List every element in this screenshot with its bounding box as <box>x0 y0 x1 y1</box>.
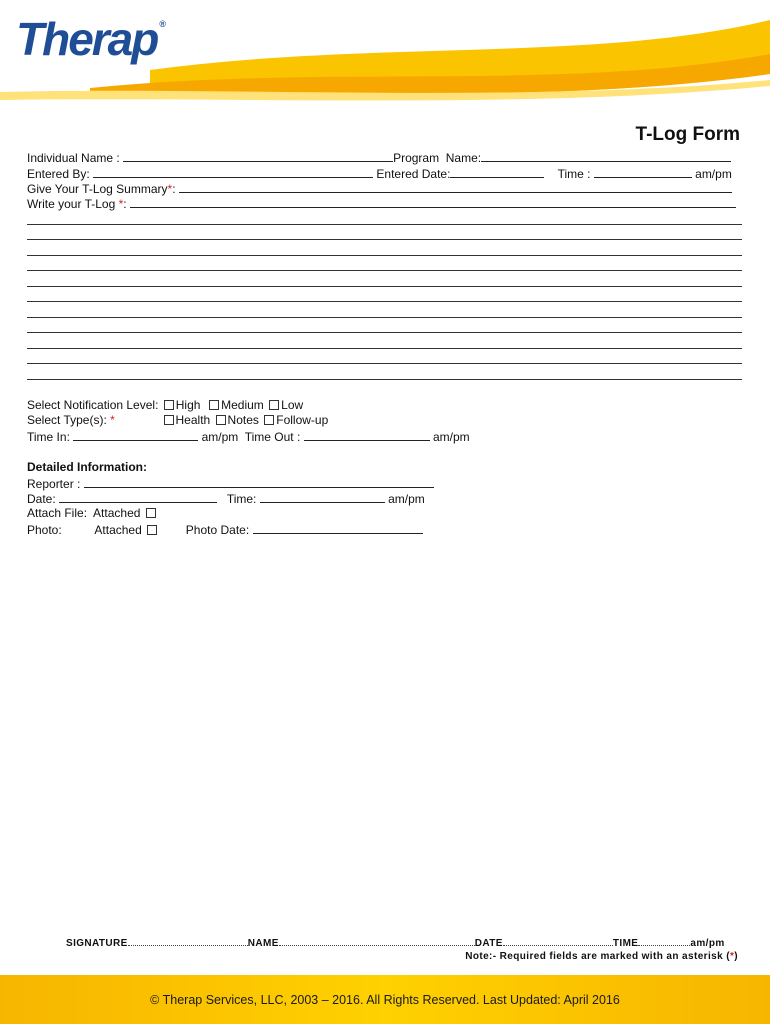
ampm-label: am/pm <box>388 492 425 506</box>
ampm-label: am/pm <box>201 430 239 444</box>
photo-label: Photo: <box>27 523 62 537</box>
time-sig-field[interactable] <box>638 937 690 946</box>
program-name-label: Program Name: <box>393 151 482 165</box>
tlog-writing-line[interactable] <box>27 286 742 287</box>
tlog-writing-line[interactable] <box>27 348 742 349</box>
time-sig-label: TIME <box>612 938 639 949</box>
high-checkbox[interactable] <box>164 400 174 410</box>
reporter-label: Reporter : <box>27 477 81 491</box>
photo-row <box>27 522 423 537</box>
tlog-writing-line[interactable] <box>27 317 742 318</box>
high-label: High <box>175 398 201 412</box>
footer-bar <box>0 975 770 1024</box>
time-in-label: Time In: <box>27 430 70 444</box>
required-asterisk: * <box>118 197 124 211</box>
individual-name-label: Individual Name : <box>27 151 120 165</box>
photo-checkbox[interactable] <box>147 525 157 535</box>
signature-line <box>66 937 725 949</box>
reporter-row <box>27 476 434 491</box>
name-field[interactable] <box>279 937 475 946</box>
signature-label: SIGNATURE <box>66 938 128 949</box>
entered-by-label: Entered By: <box>27 167 90 181</box>
form-title: T-Log Form <box>635 124 740 145</box>
tlog-writing-line[interactable] <box>27 224 742 225</box>
tlog-writing-line[interactable] <box>27 332 742 333</box>
attached-label: Attached <box>93 506 141 520</box>
note-suffix: ) <box>734 951 738 962</box>
entered-row <box>27 166 732 181</box>
ampm-label: am/pm <box>695 167 732 181</box>
notification-label: Select Notification Level: <box>27 398 159 412</box>
follow-up-label: Follow-up <box>276 413 329 427</box>
time2-field[interactable] <box>260 491 385 503</box>
types-label: Select Type(s): <box>27 413 107 427</box>
note-asterisk: * <box>729 951 735 962</box>
summary-row <box>27 181 732 196</box>
attach-file-label: Attach File: <box>27 506 88 520</box>
medium-checkbox[interactable] <box>209 400 219 410</box>
entered-date-label: Entered Date: <box>376 167 451 181</box>
notes-checkbox[interactable] <box>216 415 226 425</box>
summary-field[interactable] <box>179 181 732 193</box>
attach-file-checkbox[interactable] <box>146 508 156 518</box>
low-checkbox[interactable] <box>269 400 279 410</box>
attached-label: Attached <box>94 523 142 537</box>
reporter-field[interactable] <box>84 476 434 488</box>
time-label: Time : <box>557 167 591 181</box>
types-row <box>27 413 328 427</box>
photo-date-label: Photo Date: <box>185 523 250 537</box>
write-row <box>27 196 736 211</box>
time2-label: Time: <box>226 492 257 506</box>
tlog-writing-line[interactable] <box>27 301 742 302</box>
date-time-row <box>27 491 425 506</box>
tlog-writing-line[interactable] <box>27 255 742 256</box>
program-name-field[interactable] <box>481 150 731 162</box>
required-asterisk: * <box>110 413 115 427</box>
tlog-writing-line[interactable] <box>27 363 742 364</box>
photo-date-field[interactable] <box>253 522 423 534</box>
tlog-writing-line[interactable] <box>27 379 742 380</box>
signature-field[interactable] <box>128 937 248 946</box>
tlog-field-first-line[interactable] <box>130 196 736 208</box>
ampm-label: am/pm <box>433 430 470 444</box>
notification-row <box>27 398 303 412</box>
health-checkbox[interactable] <box>164 415 174 425</box>
tlog-writing-line[interactable] <box>27 270 742 271</box>
copyright-text: © Therap Services, LLC, 2003 – 2016. All Rights Reserved. Last Updated: April 2016 <box>150 993 620 1007</box>
time-field[interactable] <box>594 166 692 178</box>
write-label: Write your T-Log <box>27 197 116 211</box>
required-asterisk: * <box>167 182 173 196</box>
date-sig-label: DATE <box>474 938 503 949</box>
individual-name-field[interactable] <box>123 150 393 162</box>
notes-label: Notes <box>227 413 259 427</box>
note-prefix: Note:- Required fields are marked with an asterisk ( <box>465 951 730 962</box>
time-out-field[interactable] <box>304 429 430 441</box>
time-out-label: Time Out : <box>244 430 301 444</box>
individual-program-row <box>27 150 731 165</box>
health-label: Health <box>175 413 211 427</box>
summary-label: Give Your T-Log Summary <box>27 182 168 196</box>
entered-date-field[interactable] <box>450 166 544 178</box>
follow-up-checkbox[interactable] <box>264 415 274 425</box>
tlog-writing-line[interactable] <box>27 239 742 240</box>
therap-logo: Therap ® <box>16 13 167 65</box>
entered-by-field[interactable] <box>93 166 373 178</box>
attach-file-row <box>27 506 158 520</box>
date-sig-field[interactable] <box>503 937 613 946</box>
ampm-sig-label: am/pm <box>690 938 725 949</box>
detailed-heading: Detailed Information: <box>27 460 148 474</box>
required-note <box>465 951 738 962</box>
date-field[interactable] <box>59 491 217 503</box>
time-in-out-row <box>27 429 470 444</box>
colon: : <box>123 197 127 211</box>
time-in-field[interactable] <box>73 429 198 441</box>
date-label: Date: <box>27 492 56 506</box>
colon: : <box>172 182 176 196</box>
name-label: NAME <box>247 938 279 949</box>
medium-label: Medium <box>221 398 264 412</box>
low-label: Low <box>281 398 304 412</box>
